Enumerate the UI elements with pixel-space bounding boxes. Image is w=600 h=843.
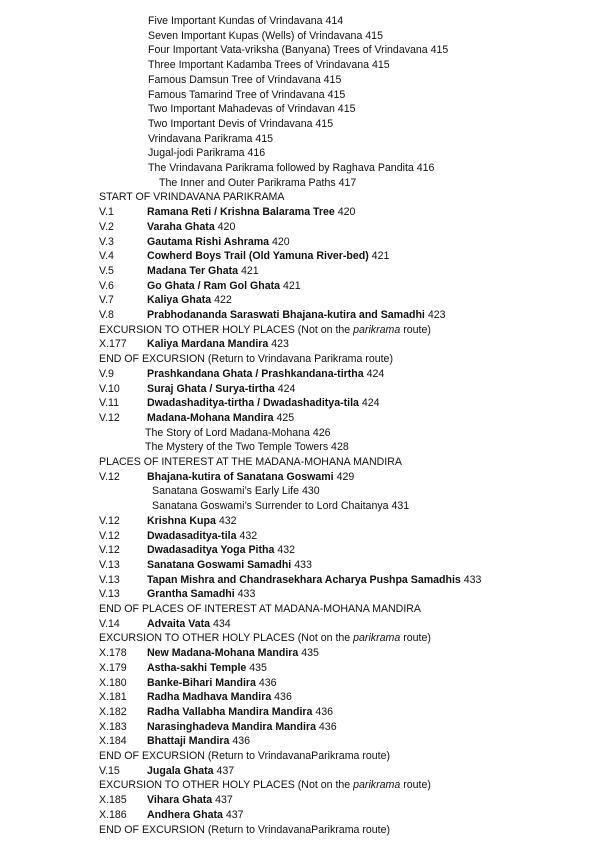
entry-title: Sanatana Goswami Samadhi [147,558,292,571]
entry-title: Gautama Rishi Ashrama [147,235,270,248]
entry-page: 424 [358,397,380,410]
entry-page: 432 [215,514,237,527]
excursion-heading-emphasis: parikrama [353,632,401,645]
entry-code: X.179 [99,661,127,674]
entry-text [147,646,319,660]
entry-text [147,264,259,278]
end-excursion-heading: END OF EXCURSION (Return to Vrindavana Parikrama route) [99,353,393,366]
section-heading: START OF VRINDAVANA PARIKRAMA [99,191,285,204]
entry-code: V.11 [99,397,120,410]
entry-text [147,529,257,543]
entry-text [147,514,237,528]
end-places-heading: END OF PLACES OF INTEREST AT MADANA-MOHANA MANDIRA [99,603,421,615]
entry-title: Madana-Mohana Mandira [147,411,274,424]
entry-page: 422 [211,294,232,307]
entry-code: V.12 [99,529,120,542]
entry-code: V.13 [99,558,120,571]
entry-code: V.6 [99,279,114,292]
toc-subentry: Sanatana Goswami’s Early Life 430 [152,485,320,498]
entry-text [147,249,389,263]
entry-code: V.13 [99,573,120,586]
entry-page: 436 [271,691,292,704]
entry-title: Ramana Reti / Krishna Balarama Tree [147,206,335,219]
toc-subentry: The Story of Lord Madana-Mohana 426 [145,426,331,439]
toc-entry: The Vrindavana Parikrama followed by Raghava Pandita 416 [148,162,435,174]
entry-text [147,220,235,234]
entry-code: V.12 [99,470,120,483]
entry-code: V.10 [99,382,120,395]
toc-entry: Vrindavana Parikrama 415 [148,132,274,145]
entry-code: X.181 [99,691,127,704]
toc-entry: Famous Damsun Tree of Vrindavana 415 [148,73,342,86]
section-heading: PLACES OF INTEREST AT THE MADANA-MOHANA MANDIRA [99,456,402,468]
entry-page: 436 [312,705,334,718]
entry-page: 436 [255,676,277,689]
entry-code: X.180 [99,676,127,689]
entry-text [147,205,355,219]
entry-code: V.12 [99,411,120,424]
entry-title: Radha Madhava Mandira [147,691,272,704]
entry-text [147,293,232,307]
entry-text [147,734,250,748]
entry-code: X.185 [99,794,127,807]
entry-code: V.13 [99,588,120,601]
entry-code: X.184 [99,735,127,748]
toc-entry: Jugal-jodi Parikrama 416 [148,147,266,160]
toc-entry: The Inner and Outer Parikrama Paths 417 [159,176,357,189]
entry-code: V.9 [99,367,114,380]
entry-page: 429 [333,470,355,483]
excursion-heading [99,778,431,792]
entry-title: Krishna Kupa [147,514,216,527]
entry-title: Vihara Ghata [147,794,213,807]
entry-code: V.3 [99,235,114,248]
end-excursion-heading: END OF EXCURSION (Return to VrindavanaParikrama route) [99,823,391,836]
entry-title: Radha Vallabha Mandira Mandira [147,705,313,718]
entry-code: V.12 [99,514,120,527]
entry-page: 435 [298,647,319,660]
excursion-heading-emphasis: parikrama [353,323,401,336]
entry-text [147,705,333,719]
entry-title: Advaita Vata [147,617,211,630]
entry-title: Dwadasaditya Yoga Pitha [147,544,275,557]
entry-title: Grantha Samadhi [147,588,235,601]
entry-code: X.182 [99,705,127,718]
entry-text [147,367,384,381]
entry-text [147,793,233,807]
entry-page: 433 [291,558,312,571]
entry-text [147,617,231,631]
entry-text [147,308,446,322]
entry-page: 434 [210,617,231,630]
excursion-heading [99,323,431,337]
entry-page: 420 [214,220,236,233]
entry-page: 435 [246,661,267,674]
entry-text [147,543,295,557]
entry-code: X.186 [99,808,127,821]
entry-page: 437 [213,764,235,777]
entry-page: 423 [424,309,446,321]
excursion-heading-emphasis: parikrama [353,779,401,792]
entry-page: 420 [334,206,356,219]
entry-page: 420 [269,235,290,248]
entry-code: V.8 [99,309,114,321]
entry-title: Kaliya Mardana Mandira [147,338,269,351]
entry-title: Kaliya Ghata [147,294,212,307]
entry-page: 424 [363,367,385,380]
entry-code: V.15 [99,764,120,777]
entry-code: V.5 [99,264,114,277]
entry-code: X.177 [99,338,127,351]
entry-page: 432 [274,544,295,557]
toc-subentry: The Mystery of the Two Temple Towers 428 [145,441,349,454]
excursion-heading-suffix: route) [400,779,431,792]
excursion-heading-suffix: route) [400,323,431,336]
entry-page: 424 [274,382,296,395]
entry-page: 421 [368,250,390,263]
entry-text [147,279,301,293]
entry-title: Suraj Ghata / Surya-tirtha [147,382,275,395]
entry-text [147,558,312,572]
toc-entry: Two Important Devis of Vrindavana 415 [148,117,334,130]
entry-text [147,411,294,425]
toc-entry: Seven Important Kupas (Wells) of Vrindavana 415 [148,29,383,42]
entry-text [147,587,255,601]
entry-text [147,661,267,675]
entry-code: X.178 [99,647,127,660]
entry-page: 433 [460,573,482,586]
entry-code: V.2 [99,220,114,233]
excursion-heading-text: EXCURSION TO OTHER HOLY PLACES (Not on the [99,323,354,336]
entry-text [147,573,481,587]
toc-entry: Two Important Mahadevas of Vrindavan 415 [148,103,356,116]
toc-entry: Three Important Kadamba Trees of Vrindavana 415 [148,59,390,72]
entry-title: Andhera Ghata [147,808,223,821]
entry-title: Bhajana-kutira of Sanatana Goswami [147,470,334,483]
entry-code: V.7 [99,294,114,307]
entry-title: Bhattaji Mandira [147,735,230,748]
entry-title: Jugala Ghata [147,764,214,777]
entry-text [147,690,292,704]
entry-page: 433 [234,588,256,601]
entry-page: 432 [236,529,258,542]
entry-code: V.12 [99,544,120,557]
entry-page: 437 [212,794,233,807]
entry-title: Dwadashaditya-tirtha / Dwadashaditya-tila [147,397,359,410]
entry-title: Dwadasaditya-tila [147,529,237,542]
entry-page: 421 [280,279,301,292]
entry-text [147,720,337,734]
entry-text [147,235,290,249]
toc-subentry: Sanatana Goswami’s Surrender to Lord Chaitanya 431 [152,500,410,513]
entry-page: 436 [315,720,337,733]
entry-page: 423 [268,338,289,351]
entry-page: 437 [222,808,244,821]
entry-text [147,808,244,822]
entry-title: Prashkandana Ghata / Prashkandana-tirtha [147,367,364,380]
entry-title: Banke-Bihari Mandira [147,676,256,689]
entry-title: Madana Ter Ghata [147,264,239,277]
entry-text [147,396,380,410]
entry-code: X.183 [99,720,127,733]
entry-title: Narasinghadeva Mandira Mandira [147,720,316,733]
entry-title: Prabhodananda Saraswati Bhajana-kutira and Samadhi [147,309,425,321]
toc-entry: Four Important Vata-vriksha (Banyana) Trees of Vrindavana 415 [148,44,449,57]
excursion-heading [99,631,431,645]
entry-text [147,676,277,690]
entry-code: V.4 [99,250,114,263]
entry-code: V.1 [99,206,114,219]
entry-page: 436 [229,735,251,748]
entry-page: 425 [273,411,295,424]
end-excursion-heading: END OF EXCURSION (Return to VrindavanaParikrama route) [99,750,391,762]
entry-page: 421 [238,264,259,277]
excursion-heading-text: EXCURSION TO OTHER HOLY PLACES (Not on the [99,779,354,792]
toc-entry: Famous Tamarind Tree of Vrindavana 415 [148,88,346,101]
entry-text [147,764,234,778]
entry-title: Astha-sakhi Temple [147,661,247,674]
entry-title: Cowherd Boys Trail (Old Yamuna River-bed) [147,250,369,263]
entry-title: New Madana-Mohana Mandira [147,647,299,660]
excursion-heading-text: EXCURSION TO OTHER HOLY PLACES (Not on the [99,632,354,645]
entry-code: V.14 [99,617,120,630]
entry-title: Varaha Ghata [147,220,215,233]
toc-entry: Five Important Kundas of Vrindavana 414 [148,15,344,27]
excursion-heading-suffix: route) [400,632,431,645]
entry-title: Tapan Mishra and Chandrasekhara Acharya Pushpa Samadhis [147,573,461,586]
entry-text [147,382,295,396]
entry-text [147,337,289,351]
entry-title: Go Ghata / Ram Gol Ghata [147,279,281,292]
entry-text [147,470,354,484]
